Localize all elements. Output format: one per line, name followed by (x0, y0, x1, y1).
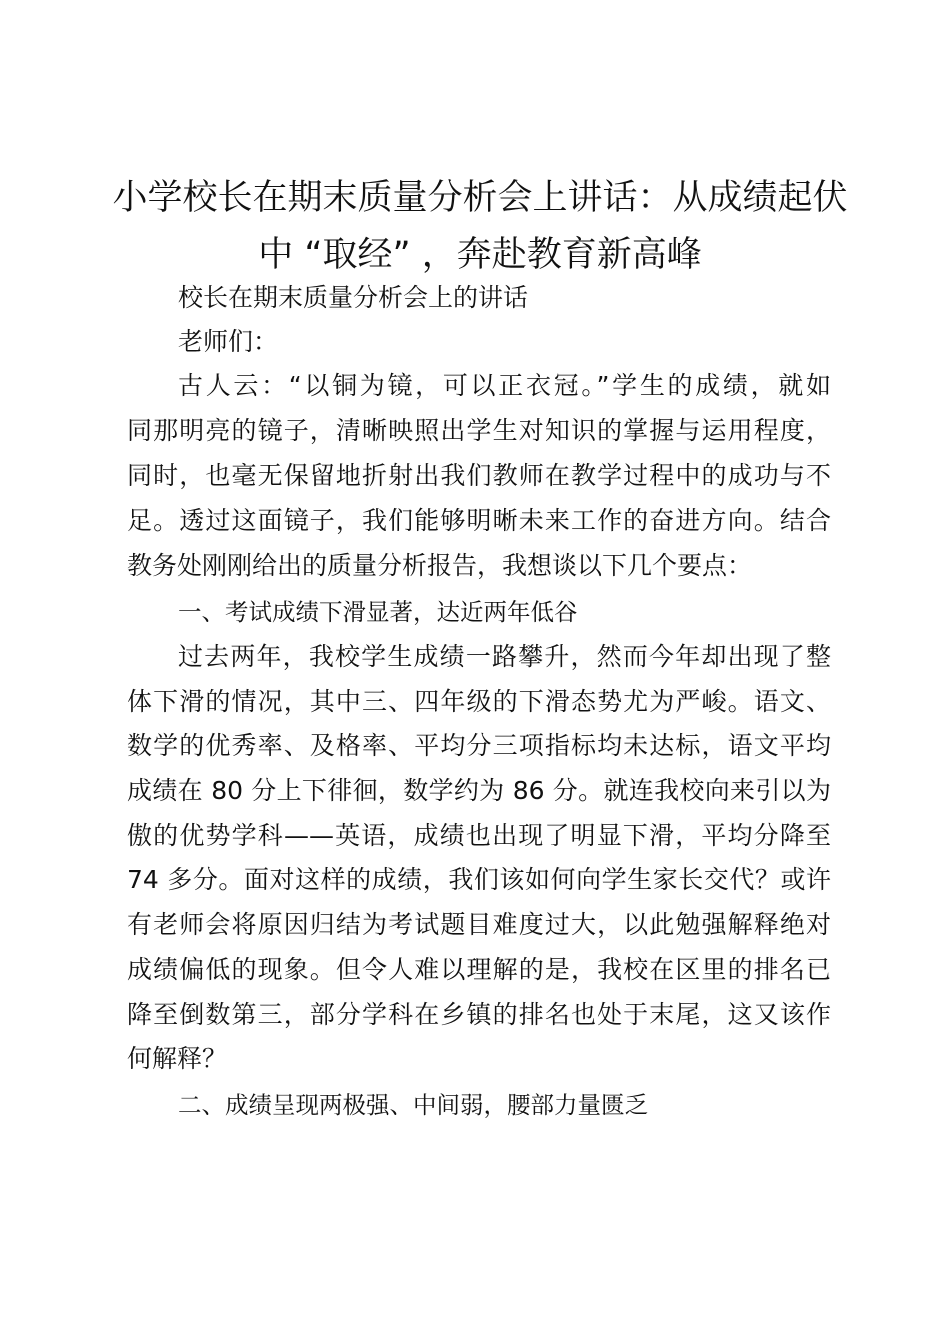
paragraph-line: 何解释？ (127, 1044, 228, 1073)
paragraph-line: 降至倒数第三，部分学科在乡镇的排名也处于末尾，这又该作 (127, 1000, 831, 1029)
section-heading-1: 一、考试成绩下滑显著，达近两年低谷 (178, 598, 578, 626)
paragraph-line: 数学的优秀率、及格率、平均分三项指标均未达标，语文平均 (127, 731, 831, 760)
paragraph-line: 同那明亮的镜子，清晰映照出学生对知识的掌握与运用程度， (127, 416, 831, 445)
paragraph-line: 同时，也毫无保留地折射出我们教师在教学过程中的成功与不 (127, 461, 831, 490)
paragraph-line: 74 多分。面对这样的成绩，我们该如何向学生家长交代？或许 (127, 865, 831, 894)
paragraph-line: 教务处刚刚给出的质量分析报告，我想谈以下几个要点： (127, 551, 753, 580)
paragraph-line: 足。透过这面镜子，我们能够明晰未来工作的奋进方向。结合 (127, 506, 831, 535)
document-title: 小学校长在期末质量分析会上讲话：从成绩起伏中 “取经” ，奔赴教育新高峰 (112, 178, 848, 275)
paragraph-line: 傲的优势学科——英语，成绩也出现了明显下滑，平均分降至 (127, 821, 831, 850)
section-heading-2: 二、成绩呈现两极强、中间弱，腰部力量匮乏 (178, 1091, 648, 1119)
paragraph-line: 过去两年，我校学生成绩一路攀升，然而今年却出现了整 (178, 642, 831, 671)
speech-subtitle: 校长在期末质量分析会上的讲话 (178, 283, 529, 312)
salutation: 老师们： (178, 327, 279, 356)
paragraph-line: 成绩偏低的现象。但令人难以理解的是，我校在区里的排名已 (127, 955, 831, 984)
paragraph-line: 成绩在 80 分上下徘徊，数学约为 86 分。就连我校向来引以为 (127, 776, 831, 805)
paragraph-line: 有老师会将原因归结为考试题目难度过大，以此勉强解释绝对 (127, 910, 831, 939)
paragraph-line: 体下滑的情况，其中三、四年级的下滑态势尤为严峻。语文、 (127, 687, 831, 716)
paragraph-line: 古人云：“以铜为镜，可以正衣冠。”学生的成绩，就如 (178, 371, 831, 400)
